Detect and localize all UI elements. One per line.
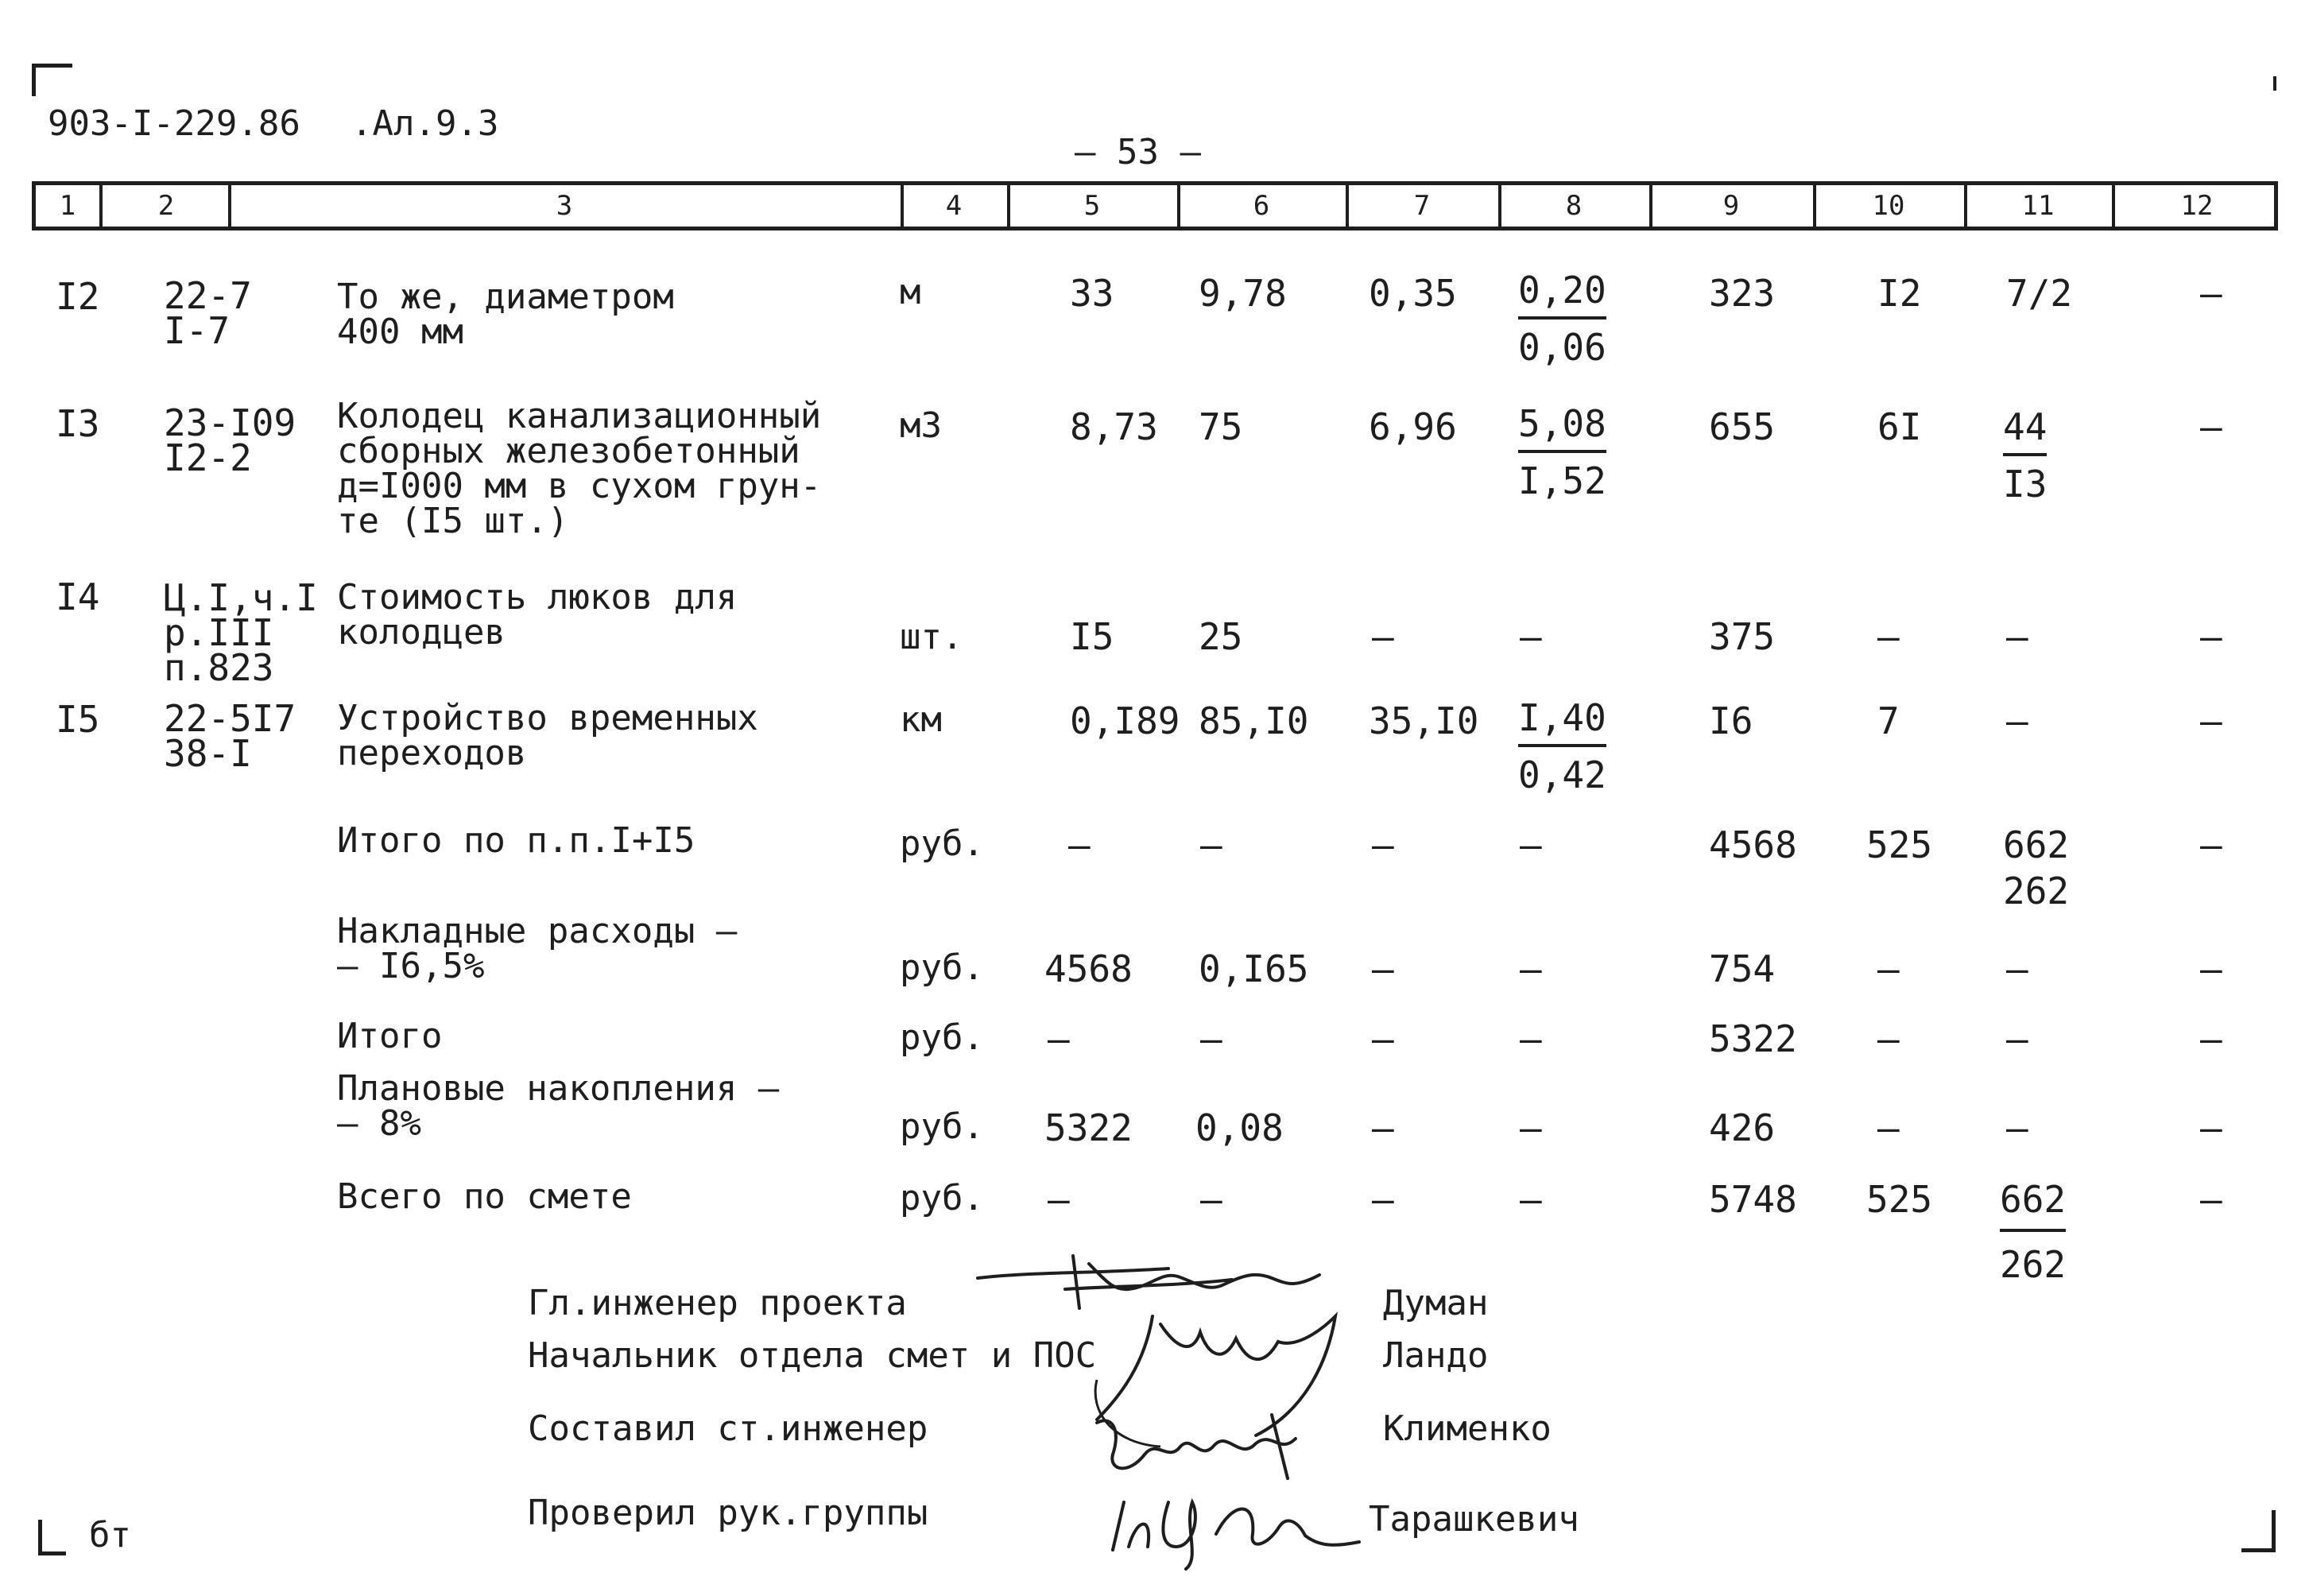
signature-name-checker: Тарашкевич [1369, 1499, 1579, 1540]
row-number: I4 [56, 575, 100, 618]
total-wage: – [2006, 615, 2028, 658]
column-number-6: 6 [1253, 190, 1270, 222]
column-number-5: 5 [1083, 190, 1101, 222]
total-cost: 5748 [1709, 1178, 1797, 1221]
corner-mark-bottom-left [38, 1520, 66, 1555]
total-wage-value: 44 [2003, 409, 2047, 456]
wage-secondary-value: 0,06 [1518, 326, 1606, 369]
signature-role-chief-engineer: Гл.инженер проекта [528, 1283, 907, 1323]
row-number: I5 [56, 698, 100, 741]
quantity: 8,73 [1070, 405, 1158, 448]
total-wage-value: 662 [2000, 1181, 2066, 1232]
corner-mark-top-left [32, 64, 72, 96]
total-cost: 754 [1709, 947, 1776, 990]
row-number: I3 [56, 402, 100, 445]
column-12-value: – [2200, 615, 2222, 658]
column-number-2: 2 [157, 190, 175, 222]
document-code: 903-I-229.86 [48, 103, 300, 144]
column-12-value: – [2200, 405, 2222, 448]
wage-value: – [1520, 823, 1542, 866]
wage-value: – [1520, 615, 1542, 658]
total-cost: 426 [1709, 1106, 1776, 1149]
total-wage-fraction [2003, 405, 2047, 506]
corner-mark-top-right [2273, 76, 2276, 91]
total-machine: – [1877, 615, 1900, 658]
machine-cost: – [1372, 823, 1394, 866]
total-wage: – [2006, 699, 2028, 742]
column-header-strip [32, 181, 2278, 230]
column-number-12: 12 [2180, 190, 2214, 222]
total-wage-secondary-value: 262 [2000, 1243, 2067, 1286]
column-number-7: 7 [1413, 190, 1431, 222]
quantity: – [1048, 1017, 1070, 1060]
wage-value: – [1520, 1106, 1542, 1149]
rate-code: 22-5I7 38-I [164, 697, 296, 775]
column-12-value: – [2200, 699, 2222, 742]
signature-role-checker: Проверил рук.группы [528, 1493, 928, 1533]
sheet-reference: .Ал.9.3 [351, 103, 499, 144]
column-number-3: 3 [556, 190, 573, 222]
wage-value: 0,20 [1518, 272, 1606, 320]
total-wage: – [2006, 1017, 2028, 1060]
column-12-value: – [2200, 1178, 2222, 1221]
column-number-4: 4 [945, 190, 963, 222]
wage-value: 5,08 [1518, 405, 1606, 453]
rate-code: Ц.I,ч.I р.III п.823 [164, 576, 318, 689]
total-machine: 7 [1877, 699, 1900, 742]
machine-cost: 0,35 [1369, 272, 1457, 315]
unit-cost: 75 [1199, 405, 1243, 448]
wage-value: I,40 [1518, 699, 1606, 747]
column-number-1: 1 [59, 190, 76, 222]
column-12-value: – [2200, 1106, 2222, 1149]
signature-name-chief-engineer: Думан [1383, 1283, 1489, 1323]
machine-cost: – [1372, 1017, 1394, 1060]
total-machine: – [1877, 947, 1900, 990]
page-number: — 53 — [1075, 132, 1201, 172]
column-number-8: 8 [1565, 190, 1583, 222]
total-wage-value: 662 [2003, 823, 2070, 866]
rate-code: 22-7 I-7 [164, 274, 252, 352]
unit-cost: 0,I65 [1199, 947, 1309, 990]
quantity: 5322 [1044, 1106, 1133, 1149]
work-description: То же, диаметром 400 мм [337, 277, 674, 352]
handwritten-signature-4 [1097, 1470, 1367, 1574]
total-description: Итого по п.п.I+I5 [337, 820, 695, 861]
column-12-value: – [2200, 823, 2222, 866]
unit: м3 [900, 405, 942, 446]
total-cost: 4568 [1709, 823, 1797, 866]
wage-secondary-value: I,52 [1518, 459, 1606, 502]
wage-secondary-value: 0,42 [1518, 753, 1606, 796]
signature-name-compiler: Клименко [1383, 1408, 1552, 1449]
work-description: Стоимость люков для колодцев [337, 577, 738, 653]
column-number-11: 11 [2021, 190, 2055, 222]
machine-cost: – [1372, 947, 1394, 990]
total-cost: I6 [1709, 699, 1753, 742]
total-machine: – [1877, 1106, 1900, 1149]
column-12-value: – [2200, 272, 2222, 315]
wage-fraction [1518, 269, 1606, 369]
footer-mark: бт [89, 1515, 131, 1555]
unit: шт. [900, 617, 963, 657]
total-machine: 525 [1866, 1178, 1933, 1221]
wage-fraction [1518, 402, 1606, 502]
column-12-value: – [2200, 947, 2222, 990]
total-description: Накладные расходы – – I6,5% [337, 911, 738, 986]
unit: руб. [900, 947, 984, 988]
total-wage-secondary-value: I3 [2003, 463, 2047, 506]
total-machine: 525 [1866, 823, 1933, 866]
total-machine: I2 [1877, 272, 1922, 315]
unit-cost: 9,78 [1199, 272, 1287, 315]
total-wage-secondary-value: 262 [2003, 870, 2070, 912]
total-cost: 5322 [1709, 1017, 1797, 1060]
wage-value: – [1520, 1017, 1542, 1060]
signature-name-department-head: Ландо [1383, 1335, 1489, 1376]
unit-cost: – [1200, 1178, 1222, 1221]
unit-cost: 25 [1199, 615, 1243, 658]
quantity: I5 [1070, 615, 1114, 658]
work-description: Устройство временных переходов [337, 698, 758, 773]
total-cost: 375 [1709, 615, 1776, 658]
unit: руб. [900, 1017, 984, 1058]
total-machine: 6I [1877, 405, 1922, 448]
machine-cost: – [1372, 615, 1394, 658]
total-cost: 323 [1709, 272, 1776, 315]
unit: км [900, 699, 942, 740]
machine-cost: 6,96 [1369, 405, 1457, 448]
signature-role-compiler: Составил ст.инженер [528, 1408, 928, 1449]
column-number-10: 10 [1872, 190, 1905, 222]
total-cost: 655 [1709, 405, 1776, 448]
unit: м [900, 272, 921, 312]
total-wage: – [2006, 1106, 2028, 1149]
total-machine: – [1877, 1017, 1900, 1060]
wage-fraction [1518, 696, 1606, 796]
unit: руб. [900, 1178, 984, 1218]
total-description: Плановые накопления – – 8% [337, 1068, 780, 1144]
machine-cost: – [1372, 1178, 1394, 1221]
quantity: 33 [1070, 272, 1114, 315]
unit-cost: – [1200, 1017, 1222, 1060]
unit-cost: 0,08 [1195, 1106, 1284, 1149]
total-wage-fraction [2003, 823, 2070, 912]
machine-cost: 35,I0 [1369, 699, 1479, 742]
wage-value: – [1520, 947, 1542, 990]
quantity: 0,I89 [1070, 699, 1180, 742]
unit-cost: – [1200, 823, 1222, 866]
corner-mark-bottom-right [2241, 1510, 2276, 1552]
signature-role-department-head: Начальник отдела смет и ПОС [528, 1335, 1097, 1376]
row-number: I2 [56, 275, 100, 318]
quantity: 4568 [1044, 947, 1133, 990]
rate-code: 23-I09 I2-2 [164, 401, 296, 479]
work-description: Колодец канализационный сборных железобетонный д=I000 мм в сухом грун- те (I5 шт.) [337, 396, 822, 541]
quantity: – [1068, 823, 1091, 866]
total-wage: 7/2 [2006, 272, 2073, 315]
machine-cost: – [1372, 1106, 1394, 1149]
total-wage: – [2006, 947, 2028, 990]
quantity: – [1048, 1178, 1070, 1221]
column-12-value: – [2200, 1017, 2222, 1060]
total-wage-fraction [2000, 1178, 2067, 1286]
total-description: Всего по смете [337, 1176, 632, 1217]
unit-cost: 85,I0 [1199, 699, 1309, 742]
column-number-9: 9 [1722, 190, 1740, 222]
unit: руб. [900, 823, 984, 864]
wage-value: – [1520, 1178, 1542, 1221]
unit: руб. [900, 1106, 984, 1147]
total-description: Итого [337, 1016, 443, 1056]
